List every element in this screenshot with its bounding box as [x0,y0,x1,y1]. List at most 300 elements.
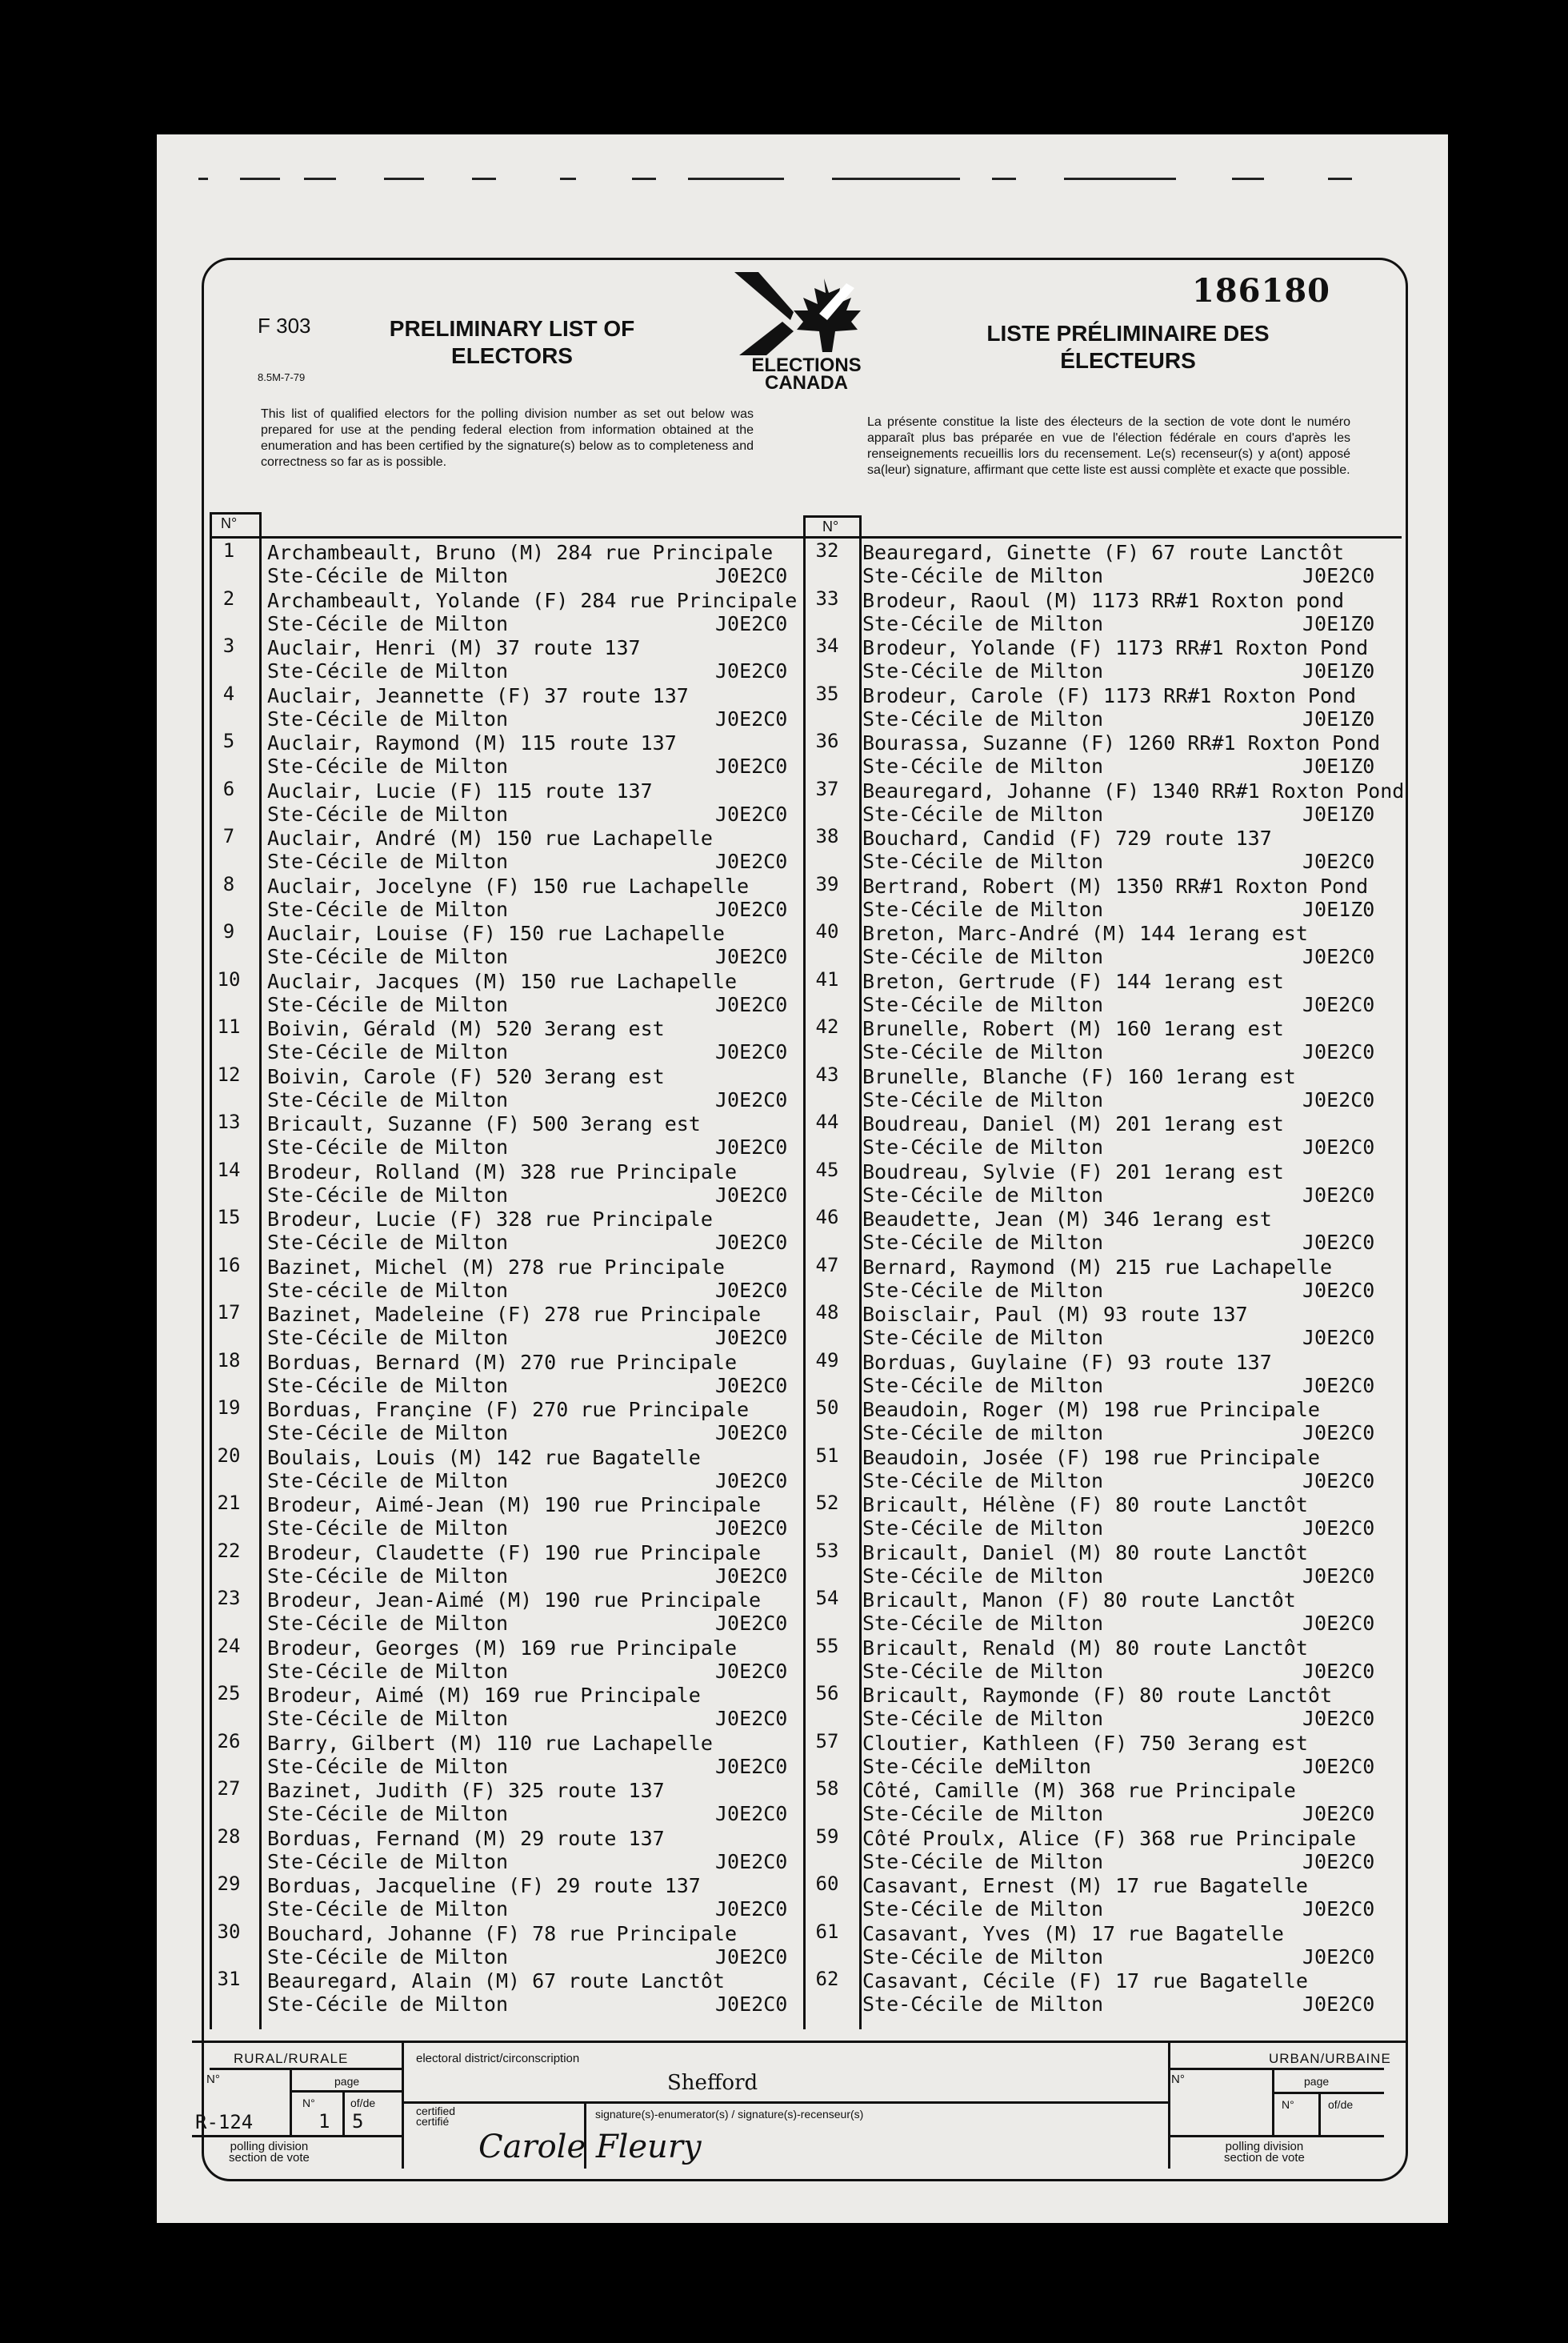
elector-number: 14 [217,1158,241,1181]
elector-number: 55 [815,1634,839,1657]
footer-rule [1272,2092,1384,2094]
elector-name-address: Brodeur, Claudette (F) 190 rue Principale [267,1540,762,1564]
elector-postal-code: J0E2C0 [715,850,788,873]
elector-name-address: Breton, Gertrude (F) 144 1erang est [862,969,1284,993]
intro-english: This list of qualified electors for the polling division number as set out below was prepared for use at the pending federal election from information obtained at the enumeration and has been certified by the signature(s) below as to completeness and correctness so far as is possible. [261,407,754,469]
elector-number: 61 [815,1920,839,1943]
elector-number: 1 [222,539,235,562]
elector-postal-code: J0E2C0 [715,1612,788,1635]
perforation-dash [992,178,1016,180]
elector-name-address: Bazinet, Madeleine (F) 278 rue Principale [267,1303,762,1326]
elector-name-address: Breton, Marc-André (M) 144 1erang est [862,922,1308,945]
elector-municipality: Ste-Cécile de Milton [267,611,509,635]
elector-name-address: Brodeur, Carole (F) 1173 RR#1 Roxton Pond [862,683,1357,707]
elector-name-address: Bricault, Manon (F) 80 route Lanctôt [862,1588,1296,1612]
elector-postal-code: J0E2C0 [1302,1087,1375,1111]
elector-postal-code: J0E1Z0 [1302,755,1375,778]
elector-municipality: Ste-Cécile de Milton [862,564,1104,587]
footer-rule [210,2068,402,2070]
perforation-dash [832,178,960,180]
elector-municipality: Ste-Cécile de Milton [267,1849,509,1873]
elector-number: 33 [815,587,839,610]
elector-name-address: Brodeur, Raoul (M) 1173 RR#1 Roxton pond [862,588,1345,612]
footer-rule [342,2090,345,2135]
elector-postal-code: J0E2C0 [715,1326,788,1349]
elector-number: 5 [222,730,235,752]
elector-number: 24 [217,1634,241,1657]
elector-number: 11 [217,1015,241,1038]
elector-postal-code: J0E2C0 [1302,1612,1375,1635]
polling-division-label-rural: polling division section de vote [229,2140,310,2165]
elections-canada-logo [734,272,878,390]
serial-number: 186180 [1192,272,1330,310]
elector-municipality: Ste-Cécile de Milton [862,945,1104,968]
urban-page-label: page [1304,2075,1330,2088]
elector-municipality: Ste-Cécile de Milton [862,1944,1104,1969]
elector-municipality: Ste-Cécile de Milton [862,1278,1104,1302]
elector-name-address: Archambeault, Yolande (F) 284 rue Principale [267,588,798,612]
footer-rule [1318,2092,1321,2135]
elector-number: 17 [217,1301,241,1324]
elector-number: 46 [815,1206,839,1228]
elector-number: 49 [815,1348,839,1372]
rural-label: RURAL/RURALE [234,2051,349,2066]
elector-name-address: Borduas, Jacqueline (F) 29 route 137 [267,1874,701,1897]
table-rule [259,512,262,2029]
elector-municipality: Ste-Cécile de Milton [267,1516,509,1540]
elector-postal-code: J0E2C0 [715,802,788,826]
page-total: 5 [352,2110,364,2133]
elector-municipality: Ste-Cécile de Milton [267,897,509,921]
elector-number: 32 [815,539,839,562]
perforation-dash [688,178,784,180]
elector-postal-code: J0E1Z0 [1302,897,1375,921]
elector-name-address: Auclair, André (M) 150 rue Lachapelle [267,827,713,850]
footer-rule [402,2101,1168,2104]
urban-no-label: N° [1171,2073,1185,2086]
elector-municipality: Ste-Cécile de Milton [862,897,1104,921]
elector-number: 54 [815,1587,839,1609]
logo-elections-text: ELECTIONS [751,354,862,376]
elector-municipality: Ste-Cécile de Milton [862,992,1104,1016]
elector-number: 20 [217,1444,241,1467]
elector-municipality: Ste-Cécile de Milton [862,1231,1104,1254]
elector-name-address: Auclair, Lucie (F) 115 route 137 [267,779,653,803]
elector-municipality: Ste-Cécile de Milton [862,802,1104,826]
elector-name-address: Beauregard, Alain (M) 67 route Lanctôt [267,1969,725,1993]
elector-number: 41 [815,967,839,991]
elector-name-address: Auclair, Louise (F) 150 rue Lachapelle [267,922,725,945]
elector-postal-code: J0E2C0 [1302,1516,1375,1540]
title-english: PRELIMINARY LIST OF ELECTORS [389,316,635,368]
elector-number: 4 [222,682,235,705]
elector-number: 37 [815,777,839,800]
elector-name-address: Beaudette, Jean (M) 346 1erang est [862,1208,1272,1231]
elector-postal-code: J0E2C0 [1302,1849,1375,1873]
perforation-dash [304,178,336,180]
elector-name-address: Borduas, Bernard (M) 270 rue Principale [267,1350,737,1374]
elector-postal-code: J0E2C0 [1302,1231,1375,1254]
elector-name-address: Brodeur, Georges (M) 169 rue Principale [267,1636,737,1660]
table-rule [210,512,261,515]
rural-page-no-label: N° [302,2097,315,2109]
elector-municipality: Ste-Cécile de Milton [862,1183,1104,1207]
elector-postal-code: J0E2C0 [1302,1659,1375,1683]
elector-municipality: Ste-Cécile de Milton [862,1897,1104,1920]
elector-number: 48 [815,1301,839,1324]
perforation-dash [198,178,208,180]
intro-french: La présente constitue la liste des électeurs de la section de vote dont le numéro apparaît plus bas préparée en vue de l'élection fédérale en cours d'après les renseignements recueillis lors du recensement. Le(s) recenseur(s) y a(ont) apposé sa(leur) signature, affirmant que cette liste est aussi complète et exacte que possible. [867,415,1350,477]
elector-number: 19 [217,1396,241,1419]
elector-name-address: Beaudoin, Roger (M) 198 rue Principale [862,1398,1320,1421]
elector-name-address: Bouchard, Johanne (F) 78 rue Principale [267,1921,737,1945]
elector-postal-code: J0E2C0 [715,1087,788,1111]
elector-municipality: Ste-Cécile de Milton [267,1564,509,1588]
urban-of-label: of/de [1328,2098,1354,2111]
elector-name-address: Bertrand, Robert (M) 1350 RR#1 Roxton Pond [862,874,1369,898]
elector-municipality: Ste-Cécile de Milton [862,1707,1104,1730]
elector-postal-code: J0E2C0 [715,1754,788,1778]
elector-municipality: Ste-Cécile de Milton [862,1564,1104,1588]
footer-rule [192,2041,1408,2043]
elector-number: 38 [815,825,839,847]
elector-number: 30 [217,1920,241,1943]
footer-rule [1168,2068,1384,2070]
elector-postal-code: J0E2C0 [1302,1802,1375,1825]
elector-postal-code: J0E2C0 [715,992,788,1016]
elector-municipality: Ste-Cécile de Milton [267,659,509,683]
elector-postal-code: J0E2C0 [715,1707,788,1730]
elector-municipality: Ste-Cécile de Milton [862,1373,1104,1397]
elector-name-address: Boulais, Louis (M) 142 rue Bagatelle [267,1445,701,1469]
elector-name-address: Bazinet, Michel (M) 278 rue Principale [267,1255,725,1279]
footer-rule [1272,2068,1274,2135]
elector-name-address: Brodeur, Jean-Aimé (M) 190 rue Principale [267,1588,762,1612]
elector-name-address: Côté, Camille (M) 368 rue Principale [862,1779,1296,1802]
footer-rule [1168,2041,1170,2169]
elector-municipality: Ste-Cécile de Milton [862,850,1104,873]
elector-municipality: Ste-Cécile de Milton [862,1516,1104,1540]
elector-name-address: Brunelle, Blanche (F) 160 1erang est [862,1064,1296,1088]
elector-municipality: Ste-Cécile de milton [862,1421,1104,1444]
perforation-dash [632,178,656,180]
elector-municipality: Ste-Cécile de Milton [862,611,1104,635]
elector-postal-code: J0E2C0 [715,1944,788,1969]
elector-postal-code: J0E1Z0 [1302,611,1375,635]
elector-number: 16 [217,1253,241,1276]
elector-municipality: Ste-Cécile de Milton [267,1468,509,1492]
elector-number: 22 [217,1539,241,1562]
elector-postal-code: J0E2C0 [715,564,788,587]
urban-page-no-label: N° [1282,2098,1294,2111]
elector-municipality: Ste-Cécile de Milton [267,1659,509,1683]
elector-postal-code: J0E2C0 [1302,1944,1375,1969]
elector-name-address: Bricault, Daniel (M) 80 route Lanctôt [862,1540,1308,1564]
elector-municipality: Ste-Cécile de Milton [862,1802,1104,1825]
elector-name-address: Boudreau, Sylvie (F) 201 1erang est [862,1159,1284,1184]
elector-number: 6 [222,777,235,800]
elector-number: 47 [815,1253,839,1276]
elector-municipality: Ste-Cécile de Milton [267,1707,509,1730]
elector-municipality: Ste-Cécile de Milton [267,1612,509,1635]
elector-number: 45 [815,1158,839,1181]
elector-postal-code: J0E2C0 [715,1278,788,1302]
elector-name-address: Archambeault, Bruno (M) 284 rue Principale [267,541,774,564]
elector-postal-code: J0E2C0 [1302,564,1375,587]
table-rule [859,515,862,2029]
elector-postal-code: J0E2C0 [1302,1373,1375,1397]
elector-municipality: Ste-Cécile de Milton [267,1087,509,1111]
elector-municipality: Ste-Cécile de Milton [862,1612,1104,1635]
elector-postal-code: J0E2C0 [715,1468,788,1492]
elector-postal-code: J0E2C0 [715,1183,788,1207]
elector-name-address: Côté Proulx, Alice (F) 368 rue Principale [862,1826,1357,1850]
elector-number: 18 [217,1348,241,1372]
elector-municipality: Ste-Cécile de Milton [862,1849,1104,1873]
footer-rule [402,2041,404,2169]
elector-municipality: Ste-Cécile de Milton [862,1087,1104,1111]
perforation-dash [472,178,496,180]
elector-name-address: Auclair, Jeannette (F) 37 route 137 [267,683,689,707]
elector-municipality: Ste-Cécile de Milton [267,1135,509,1159]
elector-number: 26 [217,1729,241,1752]
elector-municipality: Ste-Cécile de Milton [267,1040,509,1063]
elector-name-address: Bazinet, Judith (F) 325 route 137 [267,1779,665,1802]
elector-postal-code: J0E2C0 [1302,1421,1375,1444]
elector-name-address: Casavant, Yves (M) 17 rue Bagatelle [862,1921,1284,1945]
elector-postal-code: J0E2C0 [715,1993,788,2016]
elector-number: 52 [815,1492,839,1514]
elector-postal-code: J0E1Z0 [1302,659,1375,683]
polling-division-number: R-124 [195,2111,254,2133]
elector-postal-code: J0E2C0 [1302,1468,1375,1492]
elector-name-address: Auclair, Jacques (M) 150 rue Lachapelle [267,969,737,993]
elector-number: 9 [222,920,235,943]
elector-number: 13 [217,1111,241,1133]
elector-number: 34 [815,635,839,657]
elector-number: 35 [815,682,839,705]
elector-number: 44 [815,1111,839,1133]
elector-municipality: Ste-Cécile de Milton [267,1421,509,1444]
elector-name-address: Beaudoin, Josée (F) 198 rue Principale [862,1445,1320,1469]
table-rule [210,536,1402,539]
elector-municipality: Ste-Cécile de Milton [267,1897,509,1920]
polling-division-label-urban: polling division section de vote [1224,2140,1305,2165]
elector-name-address: Bricault, Renald (M) 80 route Lanctôt [862,1636,1308,1660]
elector-number: 10 [217,967,241,991]
elector-postal-code: J0E2C0 [1302,1564,1375,1588]
elector-postal-code: J0E2C0 [715,659,788,683]
elector-municipality: Ste-Cécile de Milton [267,802,509,826]
elector-postal-code: J0E2C0 [1302,1183,1375,1207]
elector-municipality: Ste-Cécile de Milton [862,707,1104,731]
elector-postal-code: J0E2C0 [1302,1040,1375,1063]
enumerator-signature: Carole Fleury [478,2129,702,2165]
elector-name-address: Auclair, Jocelyne (F) 150 rue Lachapelle [267,874,750,898]
elector-postal-code: J0E2C0 [715,1135,788,1159]
rural-of-label: of/de [350,2097,376,2109]
elector-postal-code: J0E2C0 [715,1040,788,1063]
elector-postal-code: J0E2C0 [715,1849,788,1873]
elector-number: 51 [815,1444,839,1467]
signature-label: signature(s)-enumerator(s) / signature(s)-recenseur(s) [595,2108,864,2121]
elector-postal-code: J0E2C0 [715,1564,788,1588]
elector-municipality: Ste-Cécile de Milton [267,1183,509,1207]
elector-municipality: Ste-Cécile de Milton [267,1231,509,1254]
elector-name-address: Auclair, Raymond (M) 115 route 137 [267,731,677,755]
elector-number: 3 [222,635,235,657]
perforation-dash [560,178,576,180]
elector-postal-code: J0E2C0 [1302,1278,1375,1302]
elector-postal-code: J0E2C0 [1302,1707,1375,1730]
elector-postal-code: J0E2C0 [715,707,788,731]
elector-municipality: Ste-Cécile de Milton [862,755,1104,778]
district-value: Shefford [667,2071,758,2095]
logo-canada-text: CANADA [765,372,848,390]
elector-municipality: Ste-Cécile deMilton [862,1754,1091,1778]
elector-number: 62 [815,1968,839,1990]
elector-postal-code: J0E2C0 [715,1897,788,1920]
elector-postal-code: J0E2C0 [715,755,788,778]
form-subcode: 8.5M-7-79 [258,371,306,383]
elector-postal-code: J0E1Z0 [1302,802,1375,826]
elector-name-address: Boisclair, Paul (M) 93 route 137 [862,1303,1248,1326]
footer-rule [1168,2135,1384,2137]
page-number: 1 [318,2110,330,2133]
elector-postal-code: J0E2C0 [1302,1326,1375,1349]
elector-postal-code: J0E1Z0 [1302,707,1375,731]
elector-postal-code: J0E2C0 [715,1421,788,1444]
elector-number: 42 [815,1015,839,1038]
elector-name-address: Brodeur, Yolande (F) 1173 RR#1 Roxton Pond [862,636,1369,659]
form-code: F 303 [258,314,311,338]
elector-number: 36 [815,730,839,752]
elector-postal-code: J0E2C0 [1302,945,1375,968]
elector-name-address: Brodeur, Rolland (M) 328 rue Principale [267,1159,737,1184]
elector-number: 31 [217,1968,241,1990]
elector-postal-code: J0E2C0 [1302,850,1375,873]
elector-number: 43 [815,1063,839,1086]
elector-name-address: Cloutier, Kathleen (F) 750 3erang est [862,1731,1308,1755]
elector-number: 39 [815,872,839,895]
elector-postal-code: J0E2C0 [715,1373,788,1397]
elector-postal-code: J0E2C0 [715,945,788,968]
rural-no-label: N° [206,2073,220,2086]
elector-name-address: Bricault, Suzanne (F) 500 3erang est [267,1112,701,1135]
elector-name-address: Beauregard, Ginette (F) 67 route Lanctôt [862,541,1345,564]
district-label: electoral district/circonscription [416,2052,580,2065]
elector-name-address: Casavant, Cécile (F) 17 rue Bagatelle [862,1969,1308,1993]
elector-name-address: Brunelle, Robert (M) 160 1erang est [862,1017,1284,1040]
elector-number: 27 [217,1777,241,1800]
elector-name-address: Bouchard, Candid (F) 729 route 137 [862,827,1272,850]
elector-municipality: Ste-Cécile de Milton [267,992,509,1016]
elector-name-address: Bourassa, Suzanne (F) 1260 RR#1 Roxton Pond [862,731,1381,755]
certified-label: certified certifié [416,2105,456,2128]
elector-number: 59 [815,1824,839,1848]
elector-name-address: Boivin, Carole (F) 520 3erang est [267,1064,665,1088]
urban-label: URBAN/URBAINE [1269,2051,1391,2066]
elector-municipality: Ste-Cécile de Milton [267,564,509,587]
elector-number: 28 [217,1824,241,1848]
perforation-dash [1064,178,1176,180]
elector-municipality: Ste-Cécile de Milton [267,707,509,731]
footer-rule [192,2135,402,2137]
elector-name-address: Borduas, Françine (F) 270 rue Principale [267,1398,750,1421]
elector-name-address: Borduas, Guylaine (F) 93 route 137 [862,1350,1272,1374]
elector-number: 21 [217,1492,241,1514]
elector-name-address: Borduas, Fernand (M) 29 route 137 [267,1826,665,1850]
elector-postal-code: J0E2C0 [715,897,788,921]
elector-number: 58 [815,1777,839,1800]
elector-municipality: Ste-Cécile de Milton [862,1326,1104,1349]
elector-municipality: Ste-Cécile de Milton [862,1135,1104,1159]
elector-name-address: Bricault, Hélène (F) 80 route Lanctôt [862,1493,1308,1516]
elector-name-address: Beauregard, Johanne (F) 1340 RR#1 Roxton Pond [862,779,1405,803]
elector-name-address: Boivin, Gérald (M) 520 3erang est [267,1017,665,1040]
rural-page-label: page [334,2075,360,2088]
elector-number: 25 [217,1682,241,1704]
elector-number: 50 [815,1396,839,1419]
elector-name-address: Boudreau, Daniel (M) 201 1erang est [862,1112,1284,1135]
elector-name-address: Bricault, Raymonde (F) 80 route Lanctôt [862,1684,1332,1707]
elector-number: 23 [217,1587,241,1609]
elector-municipality: Ste-Cécile de Milton [267,1802,509,1825]
elector-municipality: Ste-Cécile de Milton [862,1993,1104,2016]
perforation-dash [384,178,424,180]
elector-postal-code: J0E2C0 [1302,1135,1375,1159]
elector-municipality: Ste-Cécile de Milton [862,1468,1104,1492]
elector-municipality: Ste-Cécile de Milton [862,1659,1104,1683]
elector-number: 53 [815,1539,839,1562]
perforation-dash [240,178,280,180]
elector-postal-code: J0E2C0 [1302,992,1375,1016]
elector-postal-code: J0E2C0 [715,1802,788,1825]
elector-municipality: Ste-Cécile de Milton [862,659,1104,683]
elector-number: 7 [222,825,235,847]
elector-number: 8 [222,872,235,895]
elector-name-address: Auclair, Henri (M) 37 route 137 [267,636,641,659]
elector-municipality: Ste-Cécile de Milton [267,945,509,968]
elector-municipality: Ste-Cécile de Milton [267,1944,509,1969]
elector-name-address: Brodeur, Aimé (M) 169 rue Principale [267,1684,701,1707]
elector-number: 29 [217,1872,241,1895]
elector-postal-code: J0E2C0 [715,1659,788,1683]
footer-rule [290,2068,292,2135]
footer-rule [290,2090,402,2093]
elector-number: 2 [222,587,235,610]
elector-postal-code: J0E2C0 [715,1231,788,1254]
elector-name-address: Casavant, Ernest (M) 17 rue Bagatelle [862,1874,1308,1897]
table-rule [805,515,861,518]
elector-postal-code: J0E2C0 [1302,1897,1375,1920]
elector-municipality: Ste-Cécile de Milton [267,1993,509,2016]
elector-municipality: Ste-Cécile de Milton [267,1373,509,1397]
no-header-left: N° [221,515,238,531]
elector-municipality: Ste-Cécile de Milton [267,1326,509,1349]
elector-name-address: Bernard, Raymond (M) 215 rue Lachapelle [862,1255,1332,1279]
elector-name-address: Barry, Gilbert (M) 110 rue Lachapelle [267,1731,713,1755]
elector-number: 12 [217,1063,241,1086]
elector-name-address: Brodeur, Aimé-Jean (M) 190 rue Principale [267,1493,762,1516]
elector-number: 15 [217,1206,241,1228]
elector-municipality: Ste-cécile de Milton [267,1278,509,1302]
elector-number: 60 [815,1872,839,1895]
elector-number: 57 [815,1729,839,1752]
elector-municipality: Ste-Cécile de Milton [267,755,509,778]
elector-postal-code: J0E2C0 [1302,1993,1375,2016]
elector-municipality: Ste-Cécile de Milton [862,1040,1104,1063]
